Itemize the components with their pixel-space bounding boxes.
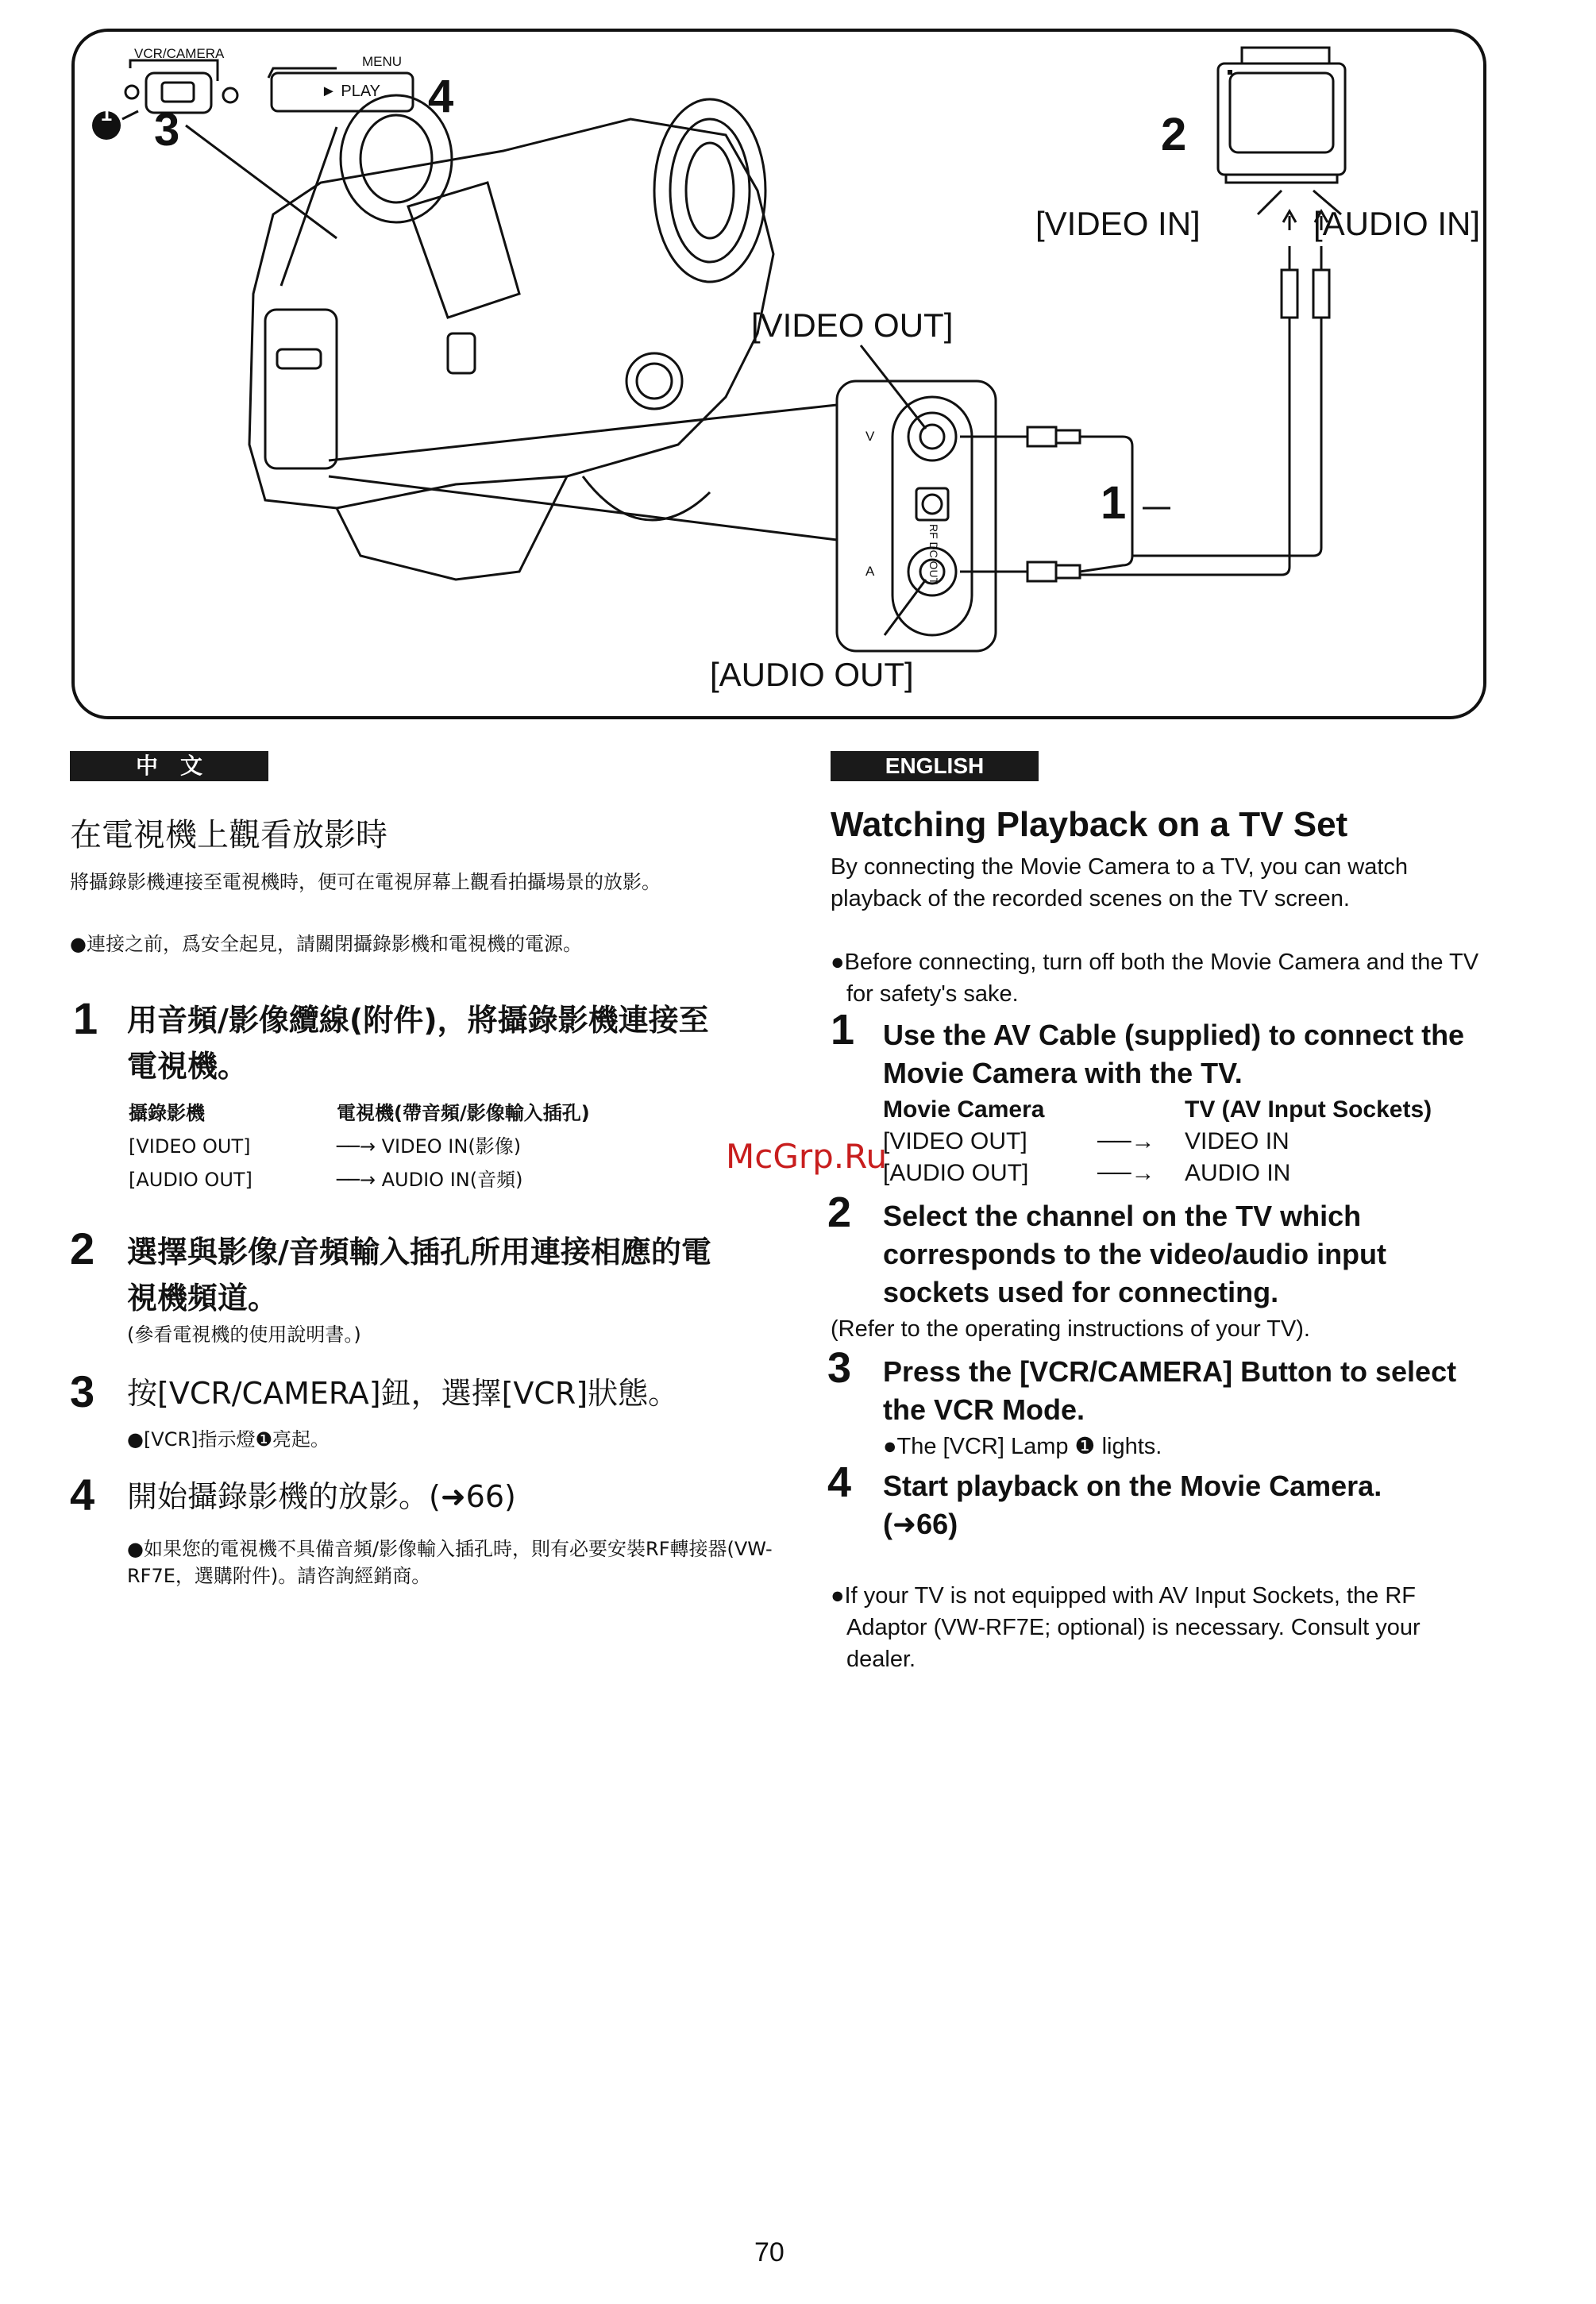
connection-illustration xyxy=(71,29,1486,719)
chinese-title: 在電視機上觀看放影時 xyxy=(70,817,387,853)
english-step-2-number: 2 xyxy=(827,1189,852,1236)
english-table-arrow: ──→ xyxy=(1097,1128,1155,1154)
callout-3: 3 xyxy=(154,104,180,156)
english-table-cell: VIDEO IN xyxy=(1185,1128,1290,1154)
chinese-step-1-number: 1 xyxy=(73,993,98,1043)
callout-1-filled: 1 xyxy=(100,102,113,125)
chinese-table-head-tv: 電視機(帶音頻/影像輸入插孔) xyxy=(337,1102,590,1124)
chinese-table-cell: ──→ AUDIO IN(音頻) xyxy=(337,1169,523,1191)
watermark-text: McGrp.Ru xyxy=(726,1137,888,1176)
english-table-cell: AUDIO IN xyxy=(1185,1160,1291,1186)
a-jack-label: A xyxy=(865,564,875,579)
chinese-step-2-text: 選擇與影像/音頻輸入插孔所用連接相應的電視機頻道。 xyxy=(127,1235,711,1316)
english-step-2-text: Select the channel on the TV which corresponds to the video/audio input sockets used for connecting. xyxy=(883,1200,1387,1308)
english-table-cell: [VIDEO OUT] xyxy=(883,1128,1027,1154)
chinese-step-3-text: 按[VCR/CAMERA]鈕，選擇[VCR]狀態。 xyxy=(127,1376,679,1411)
chinese-step-3-sub: ●[VCR]指示燈❶亮起。 xyxy=(127,1428,330,1451)
chinese-section-label: 中 文 xyxy=(70,751,268,781)
english-table-cell: [AUDIO OUT] xyxy=(883,1160,1029,1186)
callout-2: 2 xyxy=(1161,109,1187,160)
video-in-label: [VIDEO IN] xyxy=(1035,205,1201,242)
english-table-arrow: ──→ xyxy=(1097,1160,1155,1186)
english-table-head-camera: Movie Camera xyxy=(883,1096,1045,1123)
english-note: ●Before connecting, turn off both the Movie Camera and the TV for safety's sake. xyxy=(831,950,1479,1007)
english-section-label: ENGLISH xyxy=(831,751,1039,781)
chinese-step-1-text: 用音頻/影像纜線(附件)，將攝錄影機連接至電視機。 xyxy=(127,1003,709,1084)
english-step-4-number: 4 xyxy=(827,1458,852,1506)
chinese-table-head-camera: 攝錄影機 xyxy=(129,1102,205,1124)
english-title: Watching Playback on a TV Set xyxy=(831,805,1348,844)
english-footnote: ●If your TV is not equipped with AV Input Sockets, the RF Adaptor (VW-RF7E; optional) is necessary. Consult your dealer. xyxy=(831,1583,1421,1672)
page-number: 70 xyxy=(754,2237,785,2267)
english-step-4-text: Start playback on the Movie Camera. (➜66) xyxy=(883,1470,1382,1540)
vcr-camera-label: VCR/CAMERA xyxy=(134,46,225,61)
callout-4: 4 xyxy=(428,71,454,122)
chinese-intro: 將攝錄影機連接至電視機時，便可在電視屏幕上觀看拍攝場景的放影。 xyxy=(70,871,661,893)
english-step-3-number: 3 xyxy=(827,1344,852,1392)
english-step-3-sub: ●The [VCR] Lamp ❶ lights. xyxy=(883,1434,1162,1459)
video-out-label: [VIDEO OUT] xyxy=(751,306,954,344)
chinese-footnote: ●如果您的電視機不具備音頻/影像輸入插孔時，則有必要安裝RF轉接器(VW-RF7E，選購附件)。請咨詢經銷商。 xyxy=(127,1538,773,1587)
chinese-table-cell: ──→ VIDEO IN(影像) xyxy=(337,1135,522,1158)
english-step-2-ref: (Refer to the operating instructions of your TV). xyxy=(831,1316,1310,1342)
v-jack-label: V xyxy=(865,429,875,444)
chinese-step-2-number: 2 xyxy=(70,1223,95,1273)
rf-dc-out-label: RF DC OUT xyxy=(927,524,940,585)
chinese-step-4-text: 開始攝錄影機的放影。(➜66) xyxy=(127,1479,516,1514)
english-connection-table xyxy=(883,1094,1432,1189)
english-step-1-text: Use the AV Cable (supplied) to connect the Movie Camera with the TV. xyxy=(883,1019,1465,1089)
english-step-3-text: Press the [VCR/CAMERA] Button to select the VCR Mode. xyxy=(883,1355,1457,1426)
audio-out-label: [AUDIO OUT] xyxy=(710,656,914,693)
chinese-table-cell: [AUDIO OUT] xyxy=(129,1169,253,1191)
chinese-table-cell: [VIDEO OUT] xyxy=(129,1135,251,1158)
audio-in-label: [AUDIO IN] xyxy=(1313,205,1481,242)
english-intro: By connecting the Movie Camera to a TV, you can watch playback of the recorded scenes on the TV screen. xyxy=(831,854,1409,911)
chinese-step-3-number: 3 xyxy=(70,1366,95,1416)
english-table-head-tv: TV (AV Input Sockets) xyxy=(1185,1096,1432,1123)
play-label: ► PLAY xyxy=(321,83,381,100)
camera-tv-diagram xyxy=(75,32,1490,722)
chinese-step-2-sub: (參看電視機的使用說明書。) xyxy=(127,1323,361,1346)
chinese-connection-table xyxy=(127,1096,592,1197)
chinese-note: ●連接之前，爲安全起見，請關閉攝錄影機和電視機的電源。 xyxy=(70,933,582,955)
chinese-step-4-number: 4 xyxy=(70,1470,95,1520)
menu-label: MENU xyxy=(362,54,403,69)
english-step-1-number: 1 xyxy=(831,1006,855,1054)
callout-1: 1 xyxy=(1101,477,1127,529)
